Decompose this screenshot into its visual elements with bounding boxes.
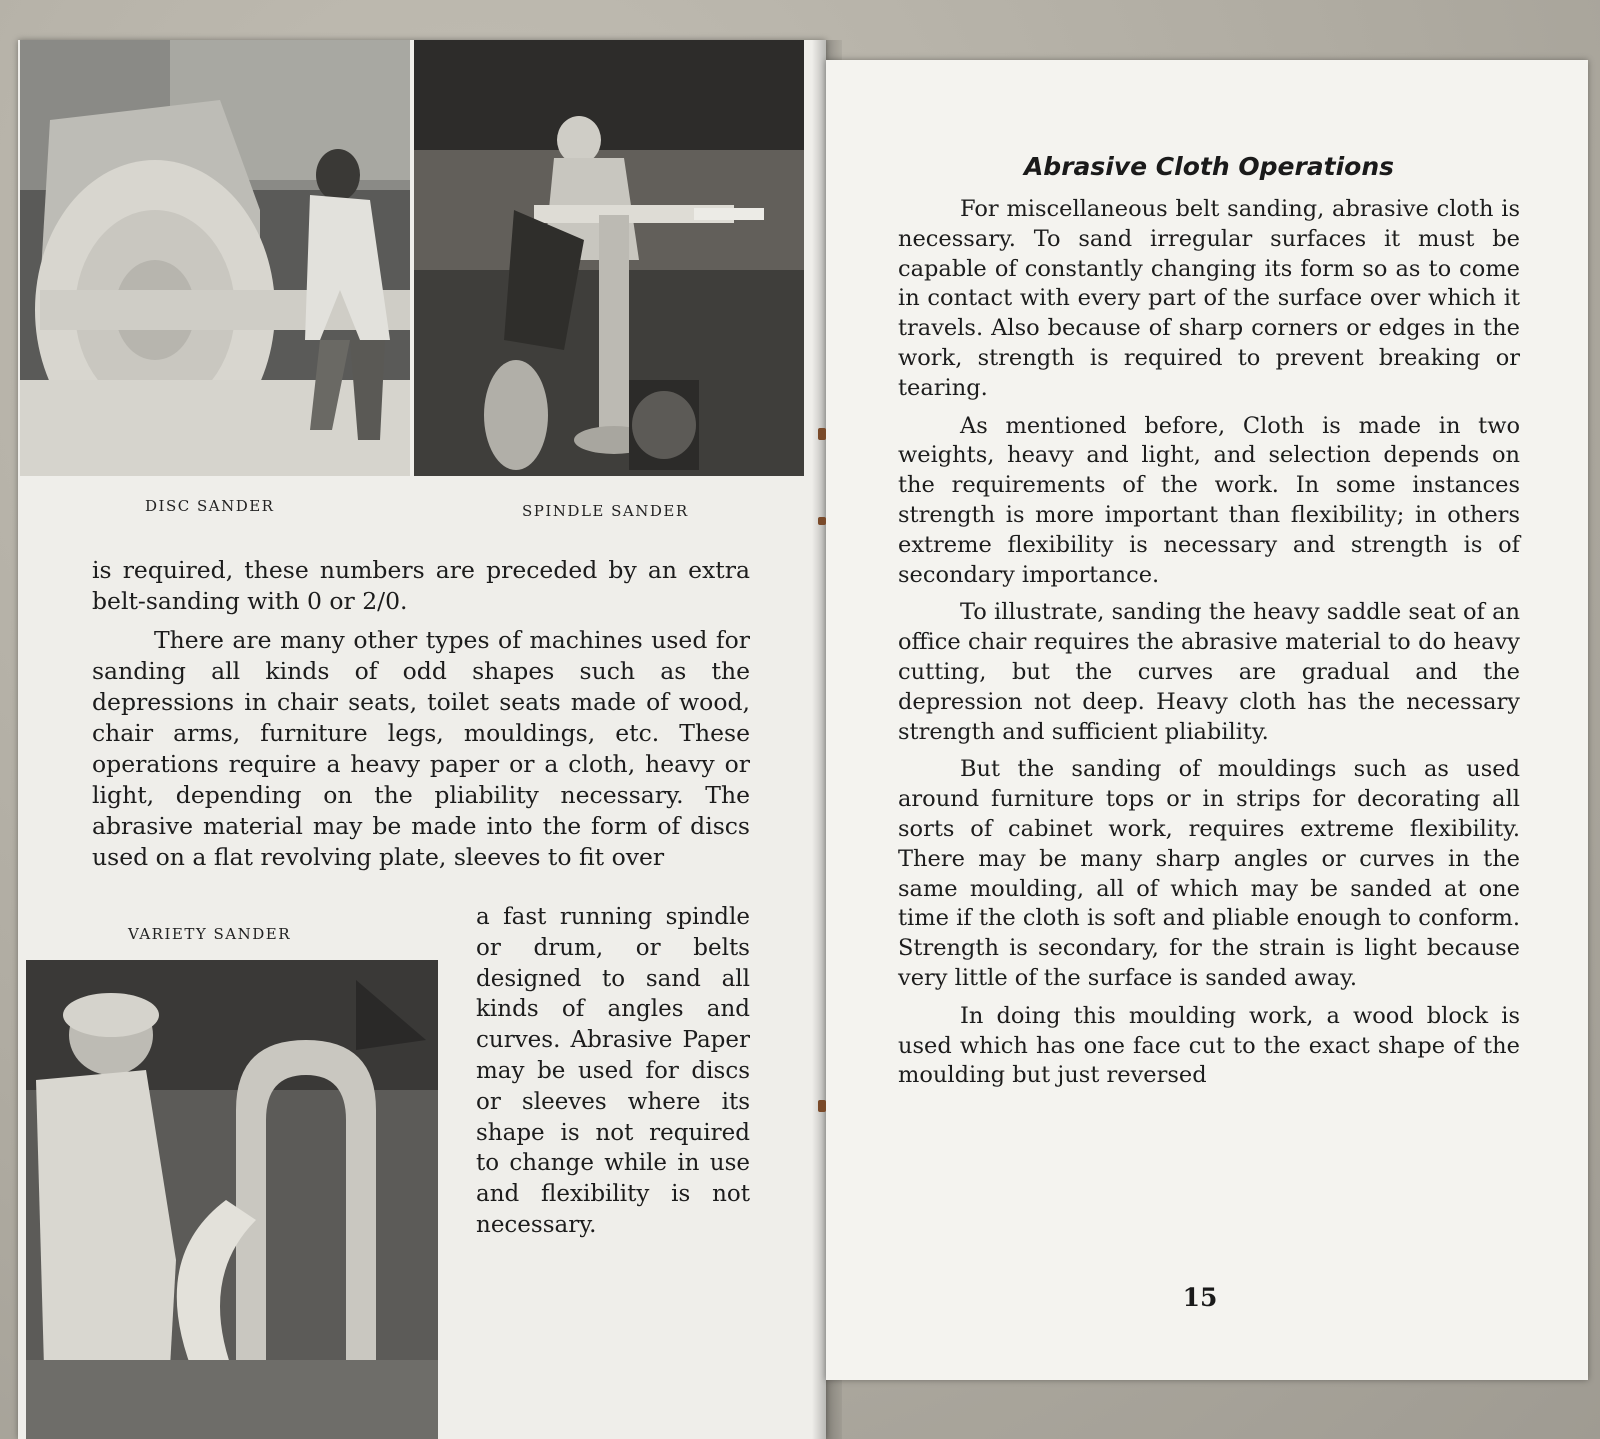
staple-middle [818,517,826,525]
right-paragraph-3: To illustrate, sanding the heavy saddle seat of an office chair requires the abrasive material to do heavy cutting, but the curves are gradual and the depression not deep. Heavy cloth has the necessary strength and sufficient pliability. [898,599,1520,745]
right-paragraph-1: For miscellaneous belt sanding, abrasive cloth is necessary. To sand irregular surfaces it must be capable of constantly changing its form so as to come in contact with every part of the surface over which it travels. Also because of sharp corners or edges in the work, strength is required to prevent breaking or tearing. [898,196,1520,401]
left-paragraph-1: is required, these numbers are preceded by an extra belt-sanding with 0 or 2/0. [92,556,750,615]
left-main-text [92,555,750,873]
staple-bottom [818,1100,826,1112]
page-number: 15 [1182,1283,1218,1312]
spindle-sander-photo [414,40,804,476]
section-heading: Abrasive Cloth Operations [1023,152,1395,181]
variety-sander-caption: VARIETY SANDER [128,925,291,943]
left-narrow-paragraph: a fast running spindle or drum, or belts designed to sand all kinds of angles and curves. Abrasive Paper may be used for discs or sleeves where its shape is not required to change while in use and flexibility is not necessary. [476,904,750,1238]
right-paragraph-2: As mentioned before, Cloth is made in two weights, heavy and light, and selection depends on the requirements of the work. In some instances strength is more important than flexibility; in others extreme flexibility is necessary and strength is of secondary importance. [898,412,1520,588]
disc-sander-caption: DISC SANDER [145,497,275,515]
disc-sander-photo [20,40,410,476]
right-paragraph-5: In doing this moulding work, a wood block is used which has one face cut to the exact shape of the moulding but just reversed [898,1002,1520,1089]
left-narrow-text [476,902,750,1241]
right-paragraph-4: But the sanding of mouldings such as used around furniture tops or in strips for decorating all sorts of cabinet work, requires extreme flexibility. There may be many sharp angles or curves in the same moulding, all of which may be sanded at one time if the cloth is soft and pliable enough to conform. Strength is secondary, for the strain is light because very little of the surface is sanded away. [898,756,1520,991]
right-main-text [898,195,1520,1091]
spindle-sander-caption: SPINDLE SANDER [522,502,689,520]
variety-sander-photo [26,960,438,1439]
left-paragraph-2: There are many other types of machines used for sanding all kinds of odd shapes such as the depressions in chair seats, toilet seats made of wood, chair arms, furniture legs, mouldings, etc. These operations require a heavy paper or a cloth, heavy or light, depending on the pliability necessary. The abrasive material may be made into the form of discs used on a flat revolving plate, sleeves to fit over [92,626,750,871]
staple-top [818,428,826,440]
